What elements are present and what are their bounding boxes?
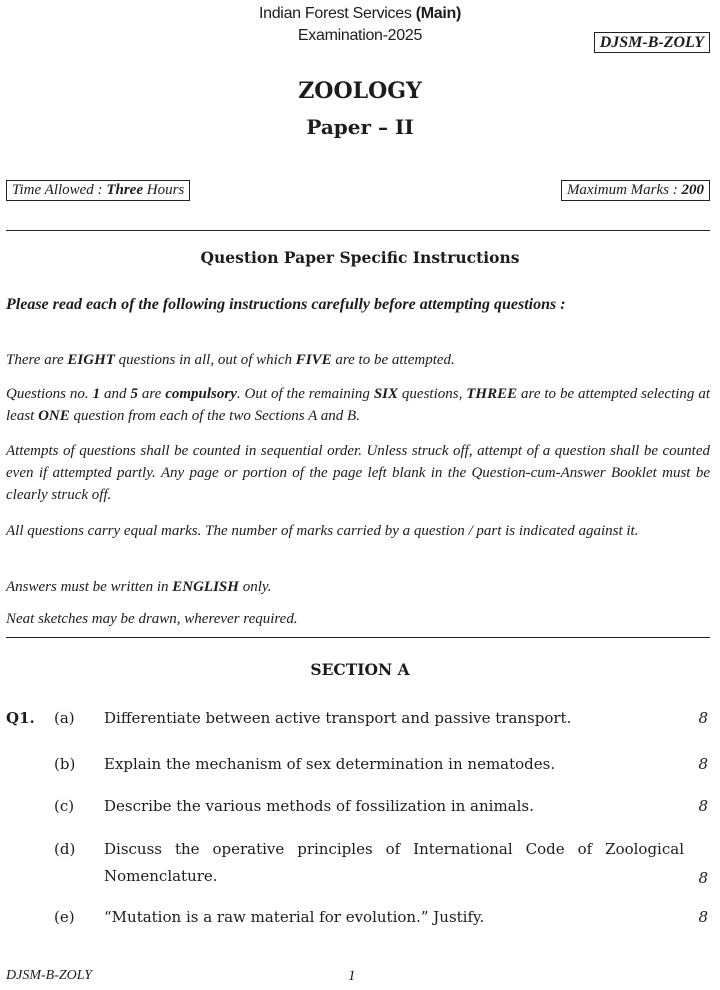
section-a-title: SECTION A xyxy=(310,660,410,679)
part-label: (a) xyxy=(54,709,75,727)
part-text: Describe the various methods of fossilization in animals. xyxy=(104,797,534,815)
divider-mid xyxy=(6,637,710,638)
part-marks: 8 xyxy=(698,709,708,727)
part-marks: 8 xyxy=(698,797,708,815)
exam-year: Examination-2025 xyxy=(297,27,423,44)
part-text: Differentiate between active transport and passive transport. xyxy=(104,709,572,727)
part-text: “Mutation is a raw material for evolution.” Justify. xyxy=(104,908,485,926)
instructions-lead: Please read each of the following instructions carefully before attempting questions : xyxy=(6,296,566,313)
instructions-heading: Question Paper Specific Instructions xyxy=(200,248,520,267)
part-marks: 8 xyxy=(698,755,708,773)
part-text: Explain the mechanism of sex determination in nematodes. xyxy=(104,755,556,773)
instruction-item: There are EIGHT questions in all, out of which FIVE are to be attempted. xyxy=(6,352,455,368)
paper-code-box: DJSM-B-ZOLY xyxy=(594,32,710,53)
instruction-item: Attempts of questions shall be counted in sequential order. Unless struck off, attempt of a question shall be counted even if attempted partly. Any page or portion of the page left blank in the Question-cum-Answer Booklet must be clearly struck off. xyxy=(6,443,710,503)
instruction-item: Answers must be written in ENGLISH only. xyxy=(6,579,272,595)
max-marks-box xyxy=(561,180,710,201)
instruction-item: Questions no. 1 and 5 are compulsory. Out of the remaining SIX questions, THREE are to be attempted selecting at least ONE question from each of the two Sections A and B. xyxy=(6,386,711,424)
exam-stage: (Main) xyxy=(415,5,462,22)
time-allowed-box xyxy=(6,180,190,201)
subject-title: ZOOLOGY xyxy=(298,78,422,104)
exam-name: Indian Forest Services xyxy=(258,5,416,22)
page-number: 1 xyxy=(348,968,356,984)
part-label: (b) xyxy=(54,755,76,773)
part-marks: 8 xyxy=(698,908,708,926)
instruction-item: Neat sketches may be drawn, wherever required. xyxy=(6,611,298,627)
exam-name-line xyxy=(0,5,720,23)
part-label: (d) xyxy=(54,840,76,858)
instruction-item: All questions carry equal marks. The number of marks carried by a question / part is indicated against it. xyxy=(6,523,639,539)
part-text: Discuss the operative principles of International Code of Zoological Nomenclature. xyxy=(104,840,684,885)
part-label: (c) xyxy=(54,797,75,815)
max-marks-value: 200 xyxy=(681,182,704,198)
question-number: Q1. xyxy=(6,709,35,727)
divider-top xyxy=(6,230,710,231)
max-marks-label: Maximum Marks : xyxy=(566,182,682,198)
time-allowed-value: Three xyxy=(106,182,143,198)
time-allowed-unit: Hours xyxy=(142,182,185,198)
part-label: (e) xyxy=(54,908,75,926)
paper-title: Paper – II xyxy=(306,115,414,139)
part-marks: 8 xyxy=(698,869,708,887)
footer-paper-code: DJSM-B-ZOLY xyxy=(6,968,93,983)
time-allowed-label: Time Allowed : xyxy=(12,182,107,198)
